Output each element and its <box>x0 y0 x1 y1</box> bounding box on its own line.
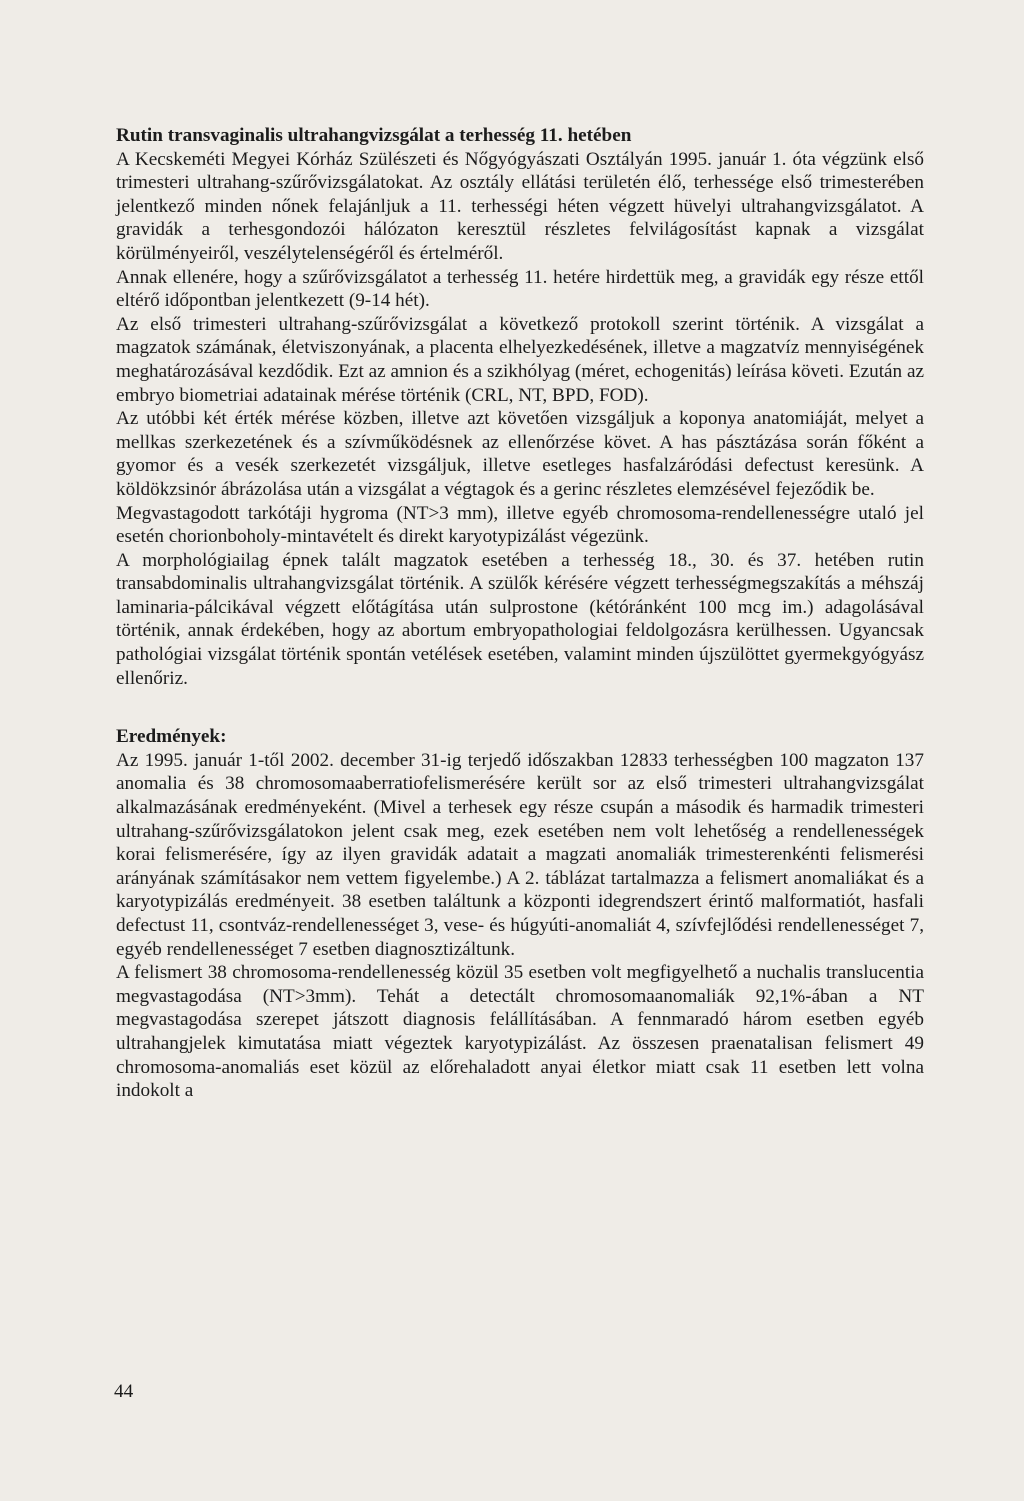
paragraph: Az 1995. január 1-től 2002. december 31-ig terjedő időszakban 12833 terhességben 100 magzaton 137 anomalia és 38 chromosomaaberratiofelismerésére került sor az első trimesteri ultrahangvizsgálat alkalmazásának eredményeként. (Mivel a terhesek egy része csupán a második és harmadik trimesteri ultrahang-szűrővizsgálatokon jelent csak meg, ezek esetében nem volt lehetőség a rendellenességek korai felismerésére, így az ilyen gravidák adatait a magzati anomaliák trimesterenkénti felismerési arányának számításakor nem vettem figyelembe.) A 2. táblázat tartalmazza a felismert anomaliákat és a karyotypizálás eredményeit. 38 esetben találtunk a központi idegrendszert érintő malformatiót, hasfali defectust 11, csontváz-rendellenességet 3, vese- és húgyúti-anomaliát 4, szívfejlődési rendellenességet 7, egyéb rendellenességet 7 esetben diagnosztizáltunk. <box>116 749 924 960</box>
section-heading-rutin: Rutin transvaginalis ultrahangvizsgálat a terhesség 11. hetében <box>116 125 632 146</box>
section-spacer <box>116 690 924 725</box>
paragraph: Megvastagodott tarkótáji hygroma (NT>3 mm), illetve egyéb chromosoma-rendellenességre utaló jel esetén chorionboholy-mintavételt és direkt karyotypizálást végezünk. <box>116 502 924 548</box>
section-heading-eredmenyek: Eredmények: <box>116 726 227 748</box>
paragraph: A felismert 38 chromosoma-rendellenesség közül 35 esetben volt megfigyelhető a nuchalis translucentia megvastagodása (NT>3mm). Tehát a detectált chromosomaanomaliák 92,1%-ában a NT megvastagodása szerepet játszott diagnosis felállításában. A fennmaradó három esetben egyéb ultrahangjelek kimutatása miatt végeztek karyotypizálást. Az összesen praenatalisan felismert 49 chromosoma-anomaliás eset közül az előrehaladott anyai életkor miatt csak 11 esetben lett volna indokolt a <box>116 962 924 1102</box>
paragraph: A Kecskeméti Megyei Kórház Szülészeti és Nőgyógyászati Osztályán 1995. január 1. óta végzünk első trimesteri ultrahang-szűrővizsgálatokat. Az osztály ellátási területén élő, terhessége első trimesterében jelentkező minden nőnek felajánljuk a 11. terhességi héten végzett hüvelyi ultrahangvizsgálatot. A gravidák a terhesgondozói hálózaton keresztül részletes felvilágosítást kapnak a vizsgálat körülményeiről, veszélytelenségéről és értelméről. <box>116 148 924 264</box>
paragraph: Az első trimesteri ultrahang-szűrővizsgálat a következő protokoll szerint történik. A vizsgálat a magzatok számának, életviszonyának, a placenta elhelyezkedésének, illetve a magzatvíz mennyiségének meghatározásával kezdődik. Ezt az amnion és a szikhólyag (méret, echogenitás) leírása követi. Ezután az embryo biometriai adatainak mérése történik (CRL, NT, BPD, FOD). <box>116 313 924 406</box>
paragraph: Az utóbbi két érték mérése közben, illetve azt követően vizsgáljuk a koponya anatomiáját, melyet a mellkas szerkezetének és a szívműködésnek az ellenőrzése követ. A has pásztázása során főként a gyomor és a vesék szerkezetét vizsgáljuk, illetve esetleges hasfalzáródási defectust keresünk. A köldökzsinór ábrázolása után a vizsgálat a végtagok és a gerinc részletes elemzésével fejeződik be. <box>116 408 924 500</box>
page-number: 44 <box>114 1381 134 1402</box>
paragraph: A morphológiailag épnek talált magzatok esetében a terhesség 18., 30. és 37. hetében rutin transabdominalis ultrahangvizsgálat történik. A szülők kérésére végzett terhességmegszakítás a méhszáj laminaria-pálcikával végzett előtágítása után sulprostone (kétóránként 100 mcg im.) adagolásával történik, annak érdekében, hogy az abortum embryopathologiai feldolgozásra kerülhessen. Ugyancsak pathológiai vizsgálat történik spontán vetélések esetében, valamint minden újszülöttet gyermekgyógyász ellenőriz. <box>116 549 924 689</box>
page-content <box>116 124 924 1103</box>
paragraph: Annak ellenére, hogy a szűrővizsgálatot a terhesség 11. hetére hirdettük meg, a gravidák egy része ettől eltérő időpontban jelentkezett (9-14 hét). <box>116 266 924 312</box>
